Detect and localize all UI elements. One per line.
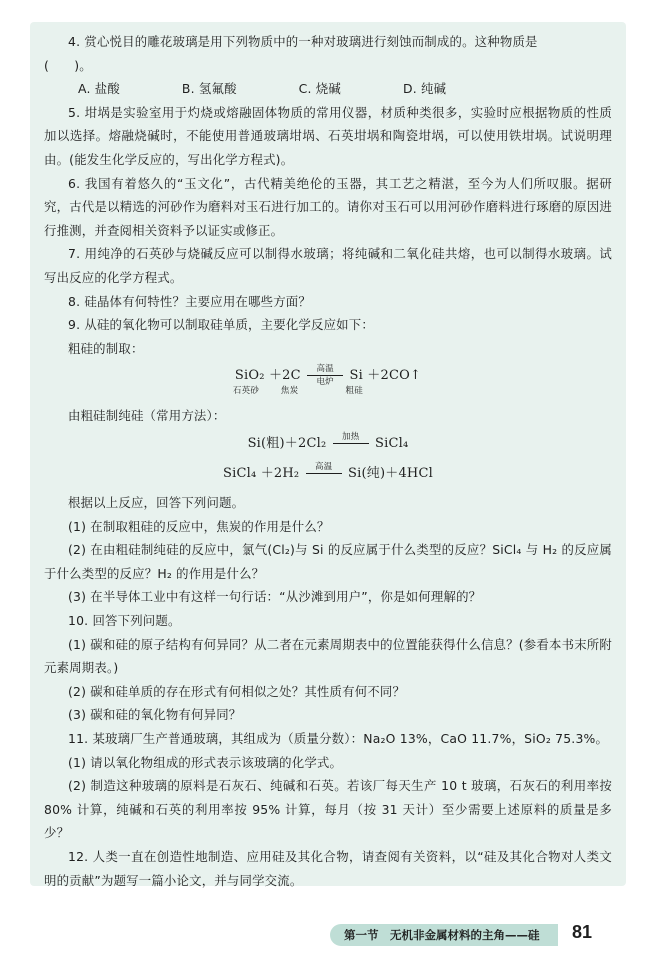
eq1-under-si: 粗硅	[345, 386, 363, 397]
exercise-content	[44, 30, 612, 892]
crude-silicon-label: 粗硅的制取：	[68, 340, 144, 356]
question-9-sub-1: (1) 在制取粗硅的反应中，焦炭的作用是什么？	[68, 518, 330, 534]
footer-section-title: 第一节 无机非金属材料的主角——硅	[344, 928, 540, 942]
question-4-blank: ( )。	[44, 57, 92, 73]
question-4-text: 4. 赏心悦目的雕花玻璃是用下列物质中的一种对玻璃进行刻蚀而制成的。这种物质是	[68, 34, 538, 49]
question-11-intro: 11. 某玻璃厂生产普通玻璃，其组成为（质量分数）：Na₂O 13%，CaO 11.7%，SiO₂ 75.3%。	[68, 731, 609, 747]
eq1-cond-bot: 电炉	[316, 377, 334, 388]
question-9-sub-3: (3) 在半导体工业中有这样一句行话：“从沙滩到用户”，你是如何理解的？	[68, 589, 482, 605]
eq2-arrow	[333, 432, 369, 455]
option-d: D. 纯碱	[402, 81, 447, 97]
question-12: 12. 人类一直在创造性地制造、应用硅及其化合物，请查阅有关资料，以“硅及其化合物对人类文明的贡献”为题写一篇小论文，并与同学交流。	[44, 849, 612, 888]
eq2-right: SiCl₄	[375, 435, 409, 451]
equation-chlorination	[44, 432, 612, 456]
eq1-right: Si ＋2CO↑	[349, 368, 422, 384]
question-9-intro: 9. 从硅的氧化物可以制取硅单质，主要化学反应如下：	[68, 317, 374, 333]
question-8: 8. 硅晶体有何特性？主要应用在哪些方面？	[68, 293, 311, 309]
eq3-arrow	[306, 462, 342, 485]
question-4-options	[78, 77, 612, 101]
eq1-left: SiO₂ ＋2C	[234, 368, 301, 384]
question-10-sub-1: (1) 碳和硅的原子结构有何异同？从二者在元素周期表中的位置能获得什么信息？(参看本书末所附元素周期表。)	[44, 636, 612, 676]
question-9-prompt: 根据以上反应，回答下列问题。	[68, 495, 245, 511]
question-9-sub-2: (2) 在由粗硅制纯硅的反应中，氯气(Cl₂)与 Si 的反应属于什么类型的反应？SiCl₄ 与 H₂ 的反应属于什么类型的反应？H₂ 的作用是什么？	[44, 542, 612, 581]
eq2-left: Si(粗)＋2Cl₂	[247, 435, 327, 451]
question-10-sub-3: (3) 碳和硅的氧化物有何异同？	[68, 707, 242, 723]
eq2-cond: 加热	[342, 431, 360, 442]
question-10-sub-2: (2) 碳和硅单质的存在形式有何相似之处？其性质有何不同？	[68, 683, 406, 699]
question-6: 6. 我国有着悠久的“玉文化”，古代精美绝伦的玉器，其工艺之精湛，至今为人们所叹服。据研究，古代是以精选的河砂作为磨料对玉石进行加工的。请你对玉石可以用河砂作磨料进行琢磨的原因进行推测，并查阅相关资料予以证实或修正。	[44, 175, 612, 238]
option-c: C. 烧碱	[298, 81, 341, 97]
question-7: 7. 用纯净的石英砂与烧碱反应可以制得水玻璃；将纯碱和二氧化硅共熔，也可以制得水玻璃。试写出反应的化学方程式。	[44, 246, 612, 285]
eq1-under-c: 焦炭	[280, 386, 299, 397]
question-10-intro: 10. 回答下列问题。	[68, 613, 181, 629]
equation-reduction	[44, 462, 612, 486]
page-number: 81	[572, 922, 593, 942]
eq3-cond: 高温	[315, 461, 333, 472]
option-a: A. 盐酸	[78, 81, 120, 97]
question-5: 5. 坩埚是实验室用于灼烧或熔融固体物质的常用仪器，材质种类很多，实验时应根据物质的性质加以选择。熔融烧碱时，不能使用普通玻璃坩埚、石英坩埚和陶瓷坩埚，可以使用铁坩埚。试说明理由。(能发生化学反应的，写出化学方程式)。	[44, 104, 612, 167]
eq1-under-sio2: 石英砂	[232, 386, 260, 397]
eq1-cond-top: 高温	[316, 364, 334, 375]
option-b: B. 氢氟酸	[181, 81, 237, 97]
pure-silicon-label: 由粗硅制纯硅（常用方法）：	[68, 408, 226, 424]
question-11-sub-1: (1) 请以氧化物组成的形式表示该玻璃的化学式。	[68, 754, 343, 770]
question-4	[44, 30, 612, 54]
eq3-right: Si(纯)＋4HCl	[348, 465, 433, 481]
eq3-left: SiCl₄ ＋2H₂	[223, 465, 300, 481]
eq1-arrow	[307, 364, 343, 387]
equation-crude-silicon	[44, 364, 612, 398]
question-11-sub-2: (2) 制造这种玻璃的原料是石灰石、纯碱和石英。若该厂每天生产 10 t 玻璃，石灰石的利用率按 80% 计算，纯碱和石英的利用率按 95% 计算，每月（按 31 天计）至少需要上述原料的质量是多少？	[44, 778, 612, 841]
